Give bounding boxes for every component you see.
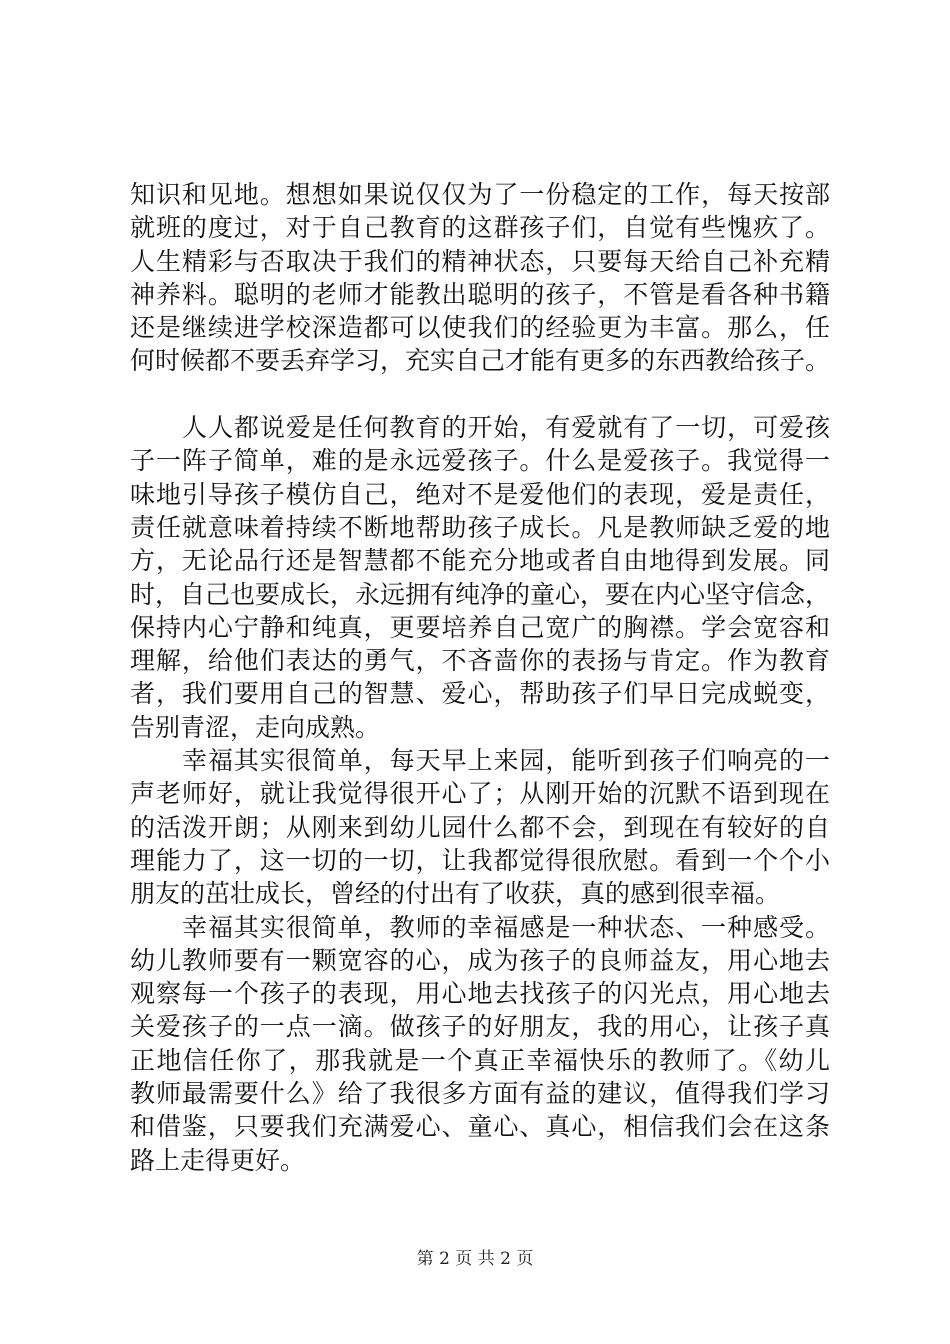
text-line: 理解，给他们表达的勇气，不吝啬你的表扬与肯定。作为教育 [130, 646, 830, 676]
text-line: 正地信任你了，那我就是一个真正幸福快乐的教师了。《幼儿 [130, 1045, 830, 1075]
text-line: 人生精彩与否取决于我们的精神状态，只要每天给自己补充精 [130, 246, 830, 276]
text-line: 关爱孩子的一点一滴。做孩子的好朋友，我的用心，让孩子真 [130, 1012, 830, 1042]
paragraph-2 [130, 411, 830, 744]
text-line: 者，我们要用自己的智慧、爱心，帮助孩子们早日完成蜕变， [130, 679, 830, 709]
document-body [130, 178, 830, 1177]
text-line: 子一阵子简单，难的是永远爱孩子。什么是爱孩子。我觉得一 [130, 446, 830, 476]
text-line: 何时候都不要丢弃学习，充实自己才能有更多的东西教给孩子。 [130, 346, 831, 376]
text-line: 人人都说爱是任何教育的开始，有爱就有了一切，可爱孩 [182, 413, 830, 443]
text-line: 还是继续进学校深造都可以使我们的经验更为丰富。那么，任 [130, 313, 830, 343]
text-line: 幸福其实很简单，每天早上来园，能听到孩子们响亮的一 [182, 746, 830, 776]
text-line: 时，自己也要成长，永远拥有纯净的童心，要在内心坚守信念， [130, 579, 831, 609]
text-line: 教师最需要什么》给了我很多方面有益的建议，值得我们学习 [130, 1079, 830, 1109]
paragraph-1 [130, 178, 830, 378]
text-line: 和借鉴，只要我们充满爱心、童心、真心，相信我们会在这条 [130, 1112, 830, 1142]
text-line: 声老师好，就让我觉得很开心了；从刚开始的沉默不语到现在 [130, 779, 830, 809]
paragraph-4 [130, 911, 830, 1177]
text-line: 神养料。聪明的老师才能教出聪明的孩子，不管是看各种书籍 [130, 279, 830, 309]
text-line: 就班的度过，对于自己教育的这群孩子们，自觉有些愧疚了。 [130, 213, 830, 243]
text-line: 味地引导孩子模仿自己，绝对不是爱他们的表现，爱是责任， [130, 479, 830, 509]
text-line: 幸福其实很简单，教师的幸福感是一种状态、一种感受。 [182, 912, 830, 942]
page-number-footer: 第 2 页 共 2 页 [416, 1249, 534, 1269]
paragraph-spacer [130, 378, 830, 411]
text-line: 知识和见地。想想如果说仅仅为了一份稳定的工作，每天按部 [130, 180, 830, 209]
text-line: 的活泼开朗；从刚来到幼儿园什么都不会，到现在有较好的自 [130, 812, 830, 842]
text-line: 理能力了，这一切的一切，让我都觉得很欣慰。看到一个个小 [130, 845, 830, 875]
text-line: 告别青涩，走向成熟。 [130, 712, 381, 742]
text-line: 责任就意味着持续不断地帮助孩子成长。凡是教师缺乏爱的地 [130, 512, 830, 542]
paragraph-3 [130, 744, 830, 910]
text-line: 幼儿教师要有一颗宽容的心，成为孩子的良师益友，用心地去 [130, 945, 830, 975]
text-line: 方，无论品行还是智慧都不能充分地或者自由地得到发展。同 [130, 546, 830, 576]
text-line: 观察每一个孩子的表现，用心地去找孩子的闪光点，用心地去 [130, 979, 830, 1009]
text-line: 保持内心宁静和纯真，更要培养自己宽广的胸襟。学会宽容和 [130, 612, 830, 642]
text-line: 路上走得更好。 [130, 1145, 306, 1175]
text-line: 朋友的茁壮成长，曾经的付出有了收获，真的感到很幸福。 [130, 879, 781, 909]
